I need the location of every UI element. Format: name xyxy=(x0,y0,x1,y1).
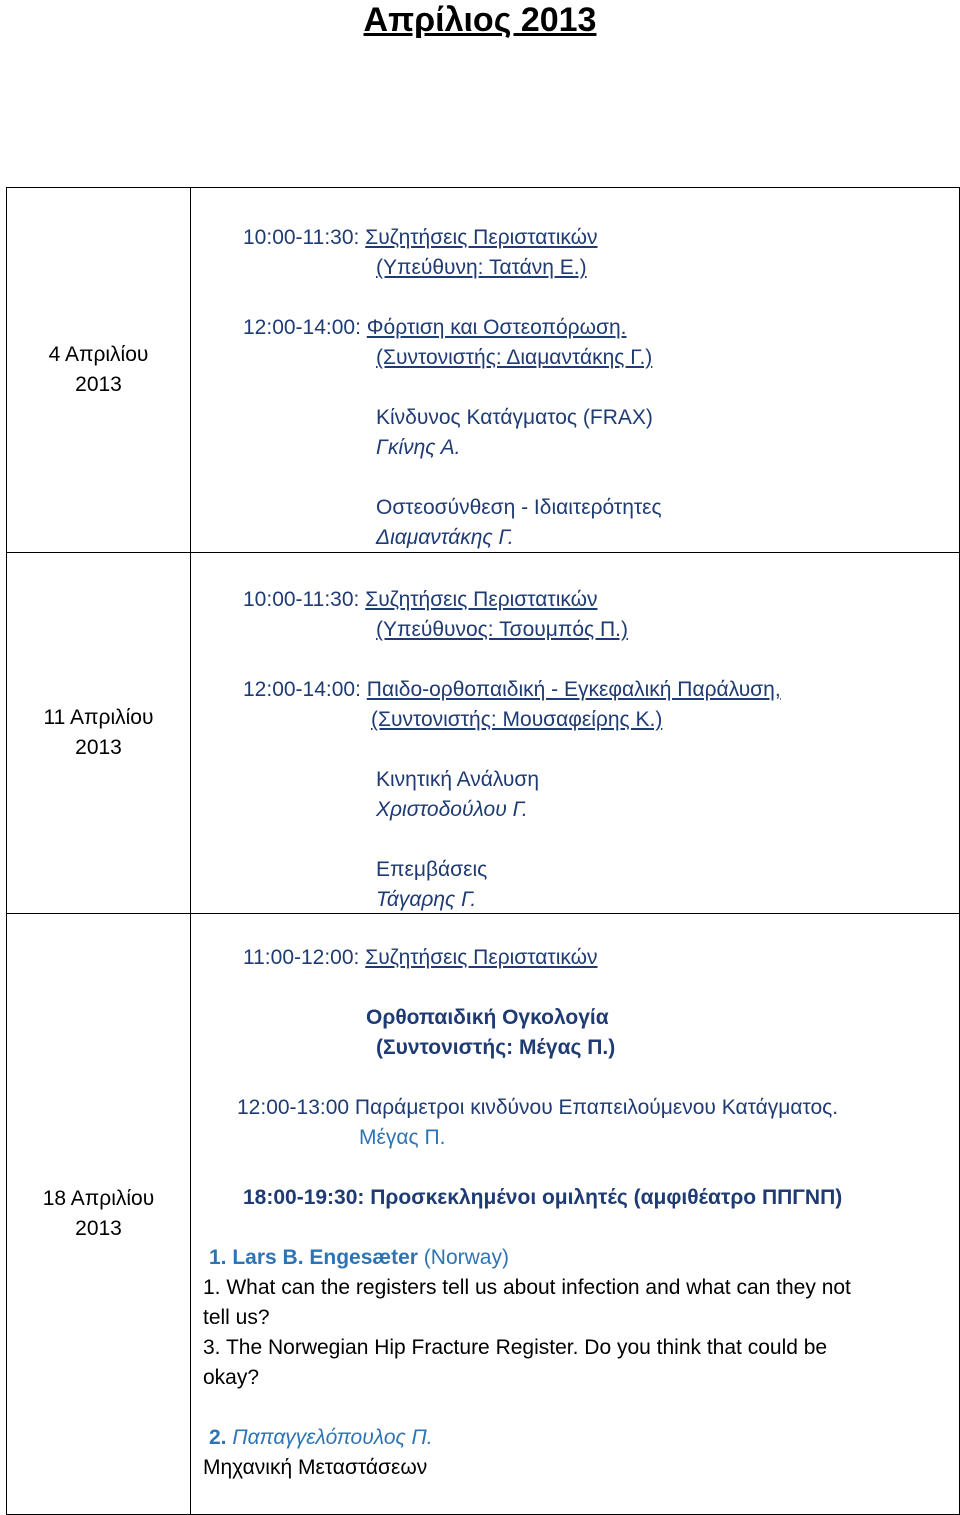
talk-title: Κινητική Ανάλυση xyxy=(376,768,540,791)
session-coordinator: (Συντονιστής: Μέγας Π.) xyxy=(376,1036,616,1059)
session-coordinator: (Συντονιστής: Μουσαφείρης Κ.) xyxy=(371,708,663,731)
talk-title: Επεμβάσεις xyxy=(376,858,488,881)
table-row xyxy=(7,553,960,914)
date-day: 4 Απριλίου xyxy=(48,343,149,366)
sessions-cell xyxy=(191,188,960,553)
session-title: Συζητήσεις Περιστατικών xyxy=(365,946,598,969)
session-responsible: (Υπεύθυνος: Τσουμπός Π.) xyxy=(376,618,628,641)
session-line xyxy=(243,223,598,253)
table-row xyxy=(7,914,960,1515)
talk-title-continued: tell us? xyxy=(203,1306,270,1329)
date-year: 2013 xyxy=(75,1217,122,1240)
session-time: 10:00-11:30: xyxy=(243,226,360,249)
date-cell xyxy=(7,553,191,914)
session-time: 12:00-14:00: xyxy=(243,678,361,701)
date-cell xyxy=(7,188,191,553)
talk-title: Κίνδυνος Κατάγματος (FRAX) xyxy=(376,406,653,429)
sessions-cell xyxy=(191,553,960,914)
date-cell xyxy=(7,914,191,1515)
talk-speaker: Τάγαρης Γ. xyxy=(376,888,477,911)
session-title: Παιδο-ορθοπαιδική - Εγκεφαλική Παράλυση, xyxy=(366,678,781,701)
session-coordinator: (Συντονιστής: Διαμαντάκης Γ.) xyxy=(376,346,653,369)
session-title: Συζητήσεις Περιστατικών xyxy=(365,226,598,249)
talk-title: Οστεοσύνθεση - Ιδιαιτερότητες xyxy=(376,496,662,519)
session-title: Συζητήσεις Περιστατικών xyxy=(365,588,598,611)
speaker-name: Παπαγγελόπουλος Π. xyxy=(232,1426,433,1449)
date-year: 2013 xyxy=(75,373,122,396)
talk-title: Μηχανική Μεταστάσεων xyxy=(203,1456,428,1479)
schedule-table xyxy=(6,187,960,1515)
table-row xyxy=(7,188,960,553)
session-line: 12:00-13:00 Παράμετροι κινδύνου Επαπειλούμενου Κατάγματος. xyxy=(237,1096,839,1119)
session-topic: Ορθοπαιδική Ογκολογία xyxy=(366,1006,609,1029)
sessions-cell xyxy=(191,914,960,1515)
talk-speaker: Μέγας Π. xyxy=(359,1126,446,1149)
talk-speaker: Χριστοδούλου Γ. xyxy=(376,798,528,821)
list-number: 2. xyxy=(209,1426,227,1449)
talk-speaker: Διαμαντάκης Γ. xyxy=(376,526,514,549)
talk-title: 1. What can the registers tell us about infection and what can they not xyxy=(203,1276,851,1299)
speaker-country: (Norway) xyxy=(423,1246,509,1269)
page-title: Απρίλιος 2013 xyxy=(363,1,597,39)
list-number: 1. xyxy=(209,1246,227,1269)
session-line: 18:00-19:30: Προσκεκλημένοι ομιλητές (αμφιθέατρο ΠΠΓΝΠ) xyxy=(243,1186,843,1209)
talk-title-continued: okay? xyxy=(203,1366,260,1389)
session-time: 10:00-11:30: xyxy=(243,588,360,611)
talk-speaker: Γκίνης Α. xyxy=(376,436,461,459)
session-line xyxy=(243,943,598,973)
guest-speaker xyxy=(209,1423,433,1453)
talk-title: 3. The Norwegian Hip Fracture Register. Do you think that could be xyxy=(203,1336,828,1359)
session-time: 12:00-14:00: xyxy=(243,316,361,339)
speaker-name: Lars B. Engesæter xyxy=(232,1246,418,1269)
date-year: 2013 xyxy=(75,736,122,759)
session-responsible: (Υπεύθυνη: Τατάνη Ε.) xyxy=(376,256,587,279)
date-day: 18 Απριλίου xyxy=(42,1187,155,1210)
session-line xyxy=(243,675,781,705)
session-time: 11:00-12:00: xyxy=(243,946,360,969)
session-line xyxy=(243,585,598,615)
session-title: Φόρτιση και Οστεοπόρωση. xyxy=(366,316,627,339)
guest-speaker xyxy=(209,1243,509,1273)
date-day: 11 Απριλίου xyxy=(43,706,154,729)
session-line xyxy=(243,313,627,343)
